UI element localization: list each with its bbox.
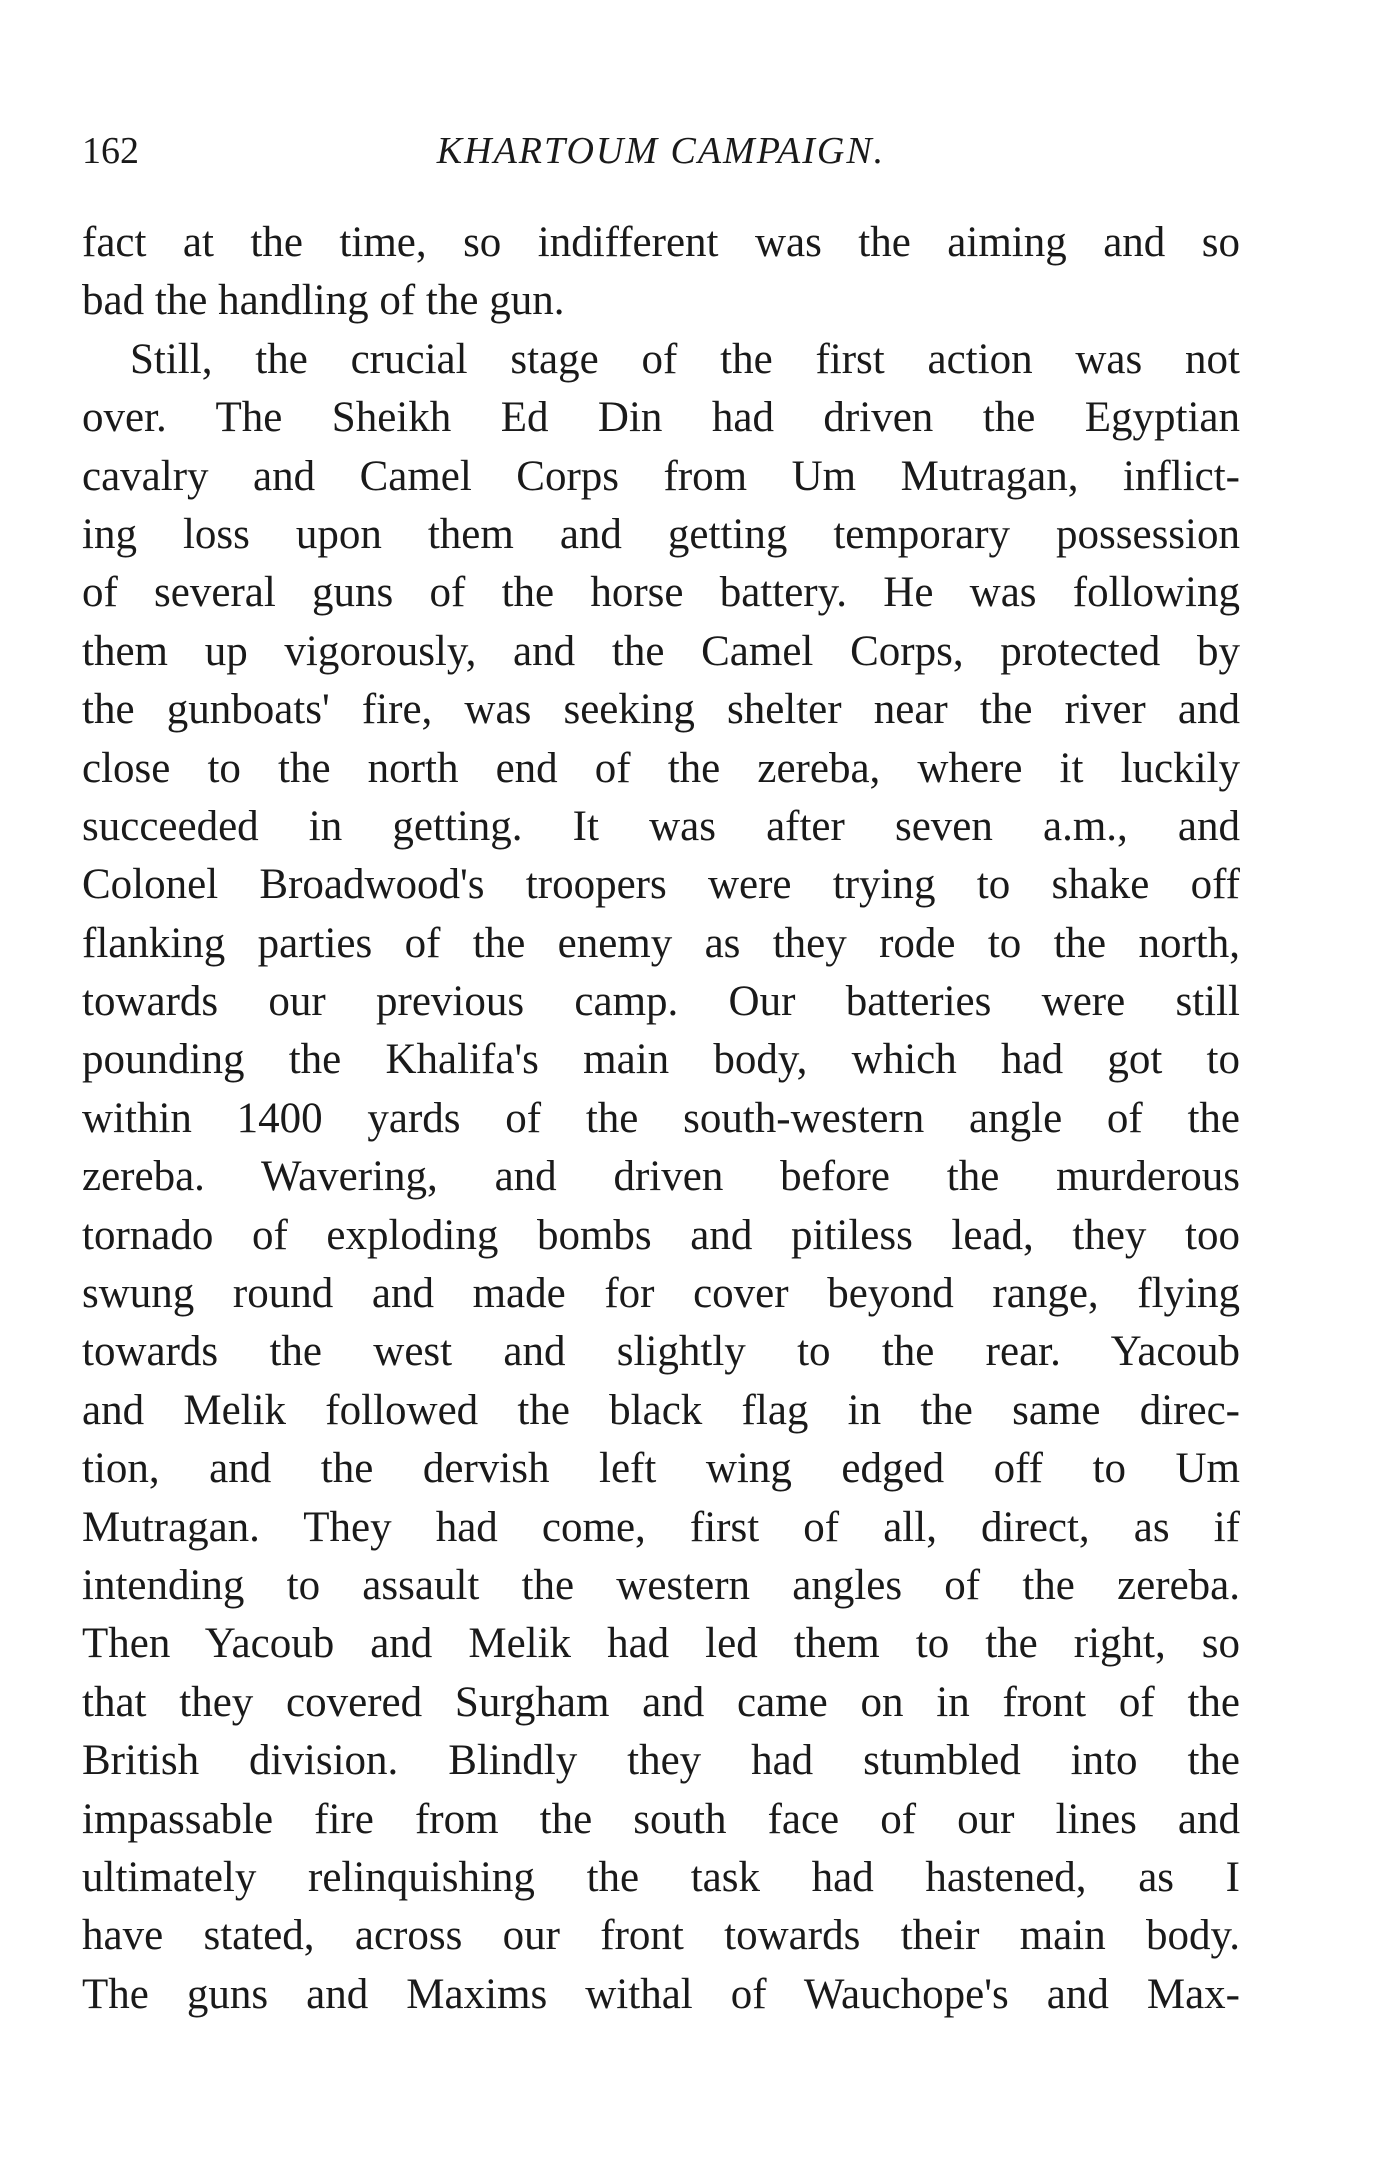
text-line: ing loss upon them and getting temporary possession (82, 510, 1240, 558)
text-line: fact at the time, so indifferent was the aiming and so (82, 219, 1240, 266)
text-line: them up vigorously, and the Camel Corps, protected by (82, 627, 1240, 675)
text-line: impassable fire from the south face of our lines and (82, 1795, 1240, 1843)
text-line: Mutragan. They had come, first of all, direct, as if (82, 1503, 1240, 1551)
text-line: within 1400 yards of the south-western angle of the (82, 1094, 1240, 1142)
text-line: tion, and the dervish left wing edged off to Um (82, 1445, 1240, 1493)
text-line: Still, the crucial stage of the first action was not (130, 335, 1240, 383)
text-line: intending to assault the western angles of the zereba. (82, 1561, 1240, 1609)
text-line: cavalry and Camel Corps from Um Mutragan, inflict- (82, 452, 1240, 500)
text-line: bad the handling of the gun. (82, 277, 565, 325)
text-line: tornado of exploding bombs and pitiless lead, they too (82, 1211, 1240, 1259)
text-line: zereba. Wavering, and driven before the murderous (82, 1153, 1240, 1201)
body-text (82, 214, 1240, 2024)
text-line: British division. Blindly they had stumbled into the (82, 1737, 1240, 1785)
text-line: flanking parties of the enemy as they rode to the north, (82, 919, 1240, 967)
text-line: Then Yacoub and Melik had led them to the right, so (82, 1620, 1240, 1668)
text-line: close to the north end of the zereba, where it luckily (82, 744, 1240, 792)
text-line: pounding the Khalifa's main body, which had got to (82, 1036, 1240, 1084)
text-line: Colonel Broadwood's troopers were trying to shake off (82, 861, 1240, 909)
text-line: have stated, across our front towards their main body. (82, 1912, 1240, 1960)
text-line: swung round and made for cover beyond range, flying (82, 1270, 1240, 1318)
text-line: of several guns of the horse battery. He was following (82, 569, 1240, 617)
text-line: ultimately relinquishing the task had hastened, as I (82, 1853, 1240, 1901)
running-title: KHARTOUM CAMPAIGN. (436, 130, 886, 172)
text-line: towards our previous camp. Our batteries were still (82, 978, 1240, 1026)
text-line: over. The Sheikh Ed Din had driven the Egyptian (82, 394, 1240, 442)
text-line: towards the west and slightly to the rear. Yacoub (82, 1328, 1240, 1376)
text-line: The guns and Maxims withal of Wauchope's and Max- (82, 1970, 1240, 2018)
text-line: and Melik followed the black flag in the same direc- (82, 1386, 1240, 1434)
text-line: that they covered Surgham and came on in front of the (82, 1678, 1240, 1726)
running-head (82, 126, 1240, 176)
page-number: 162 (82, 130, 139, 172)
text-line: the gunboats' fire, was seeking shelter near the river and (82, 686, 1240, 734)
text-line: succeeded in getting. It was after seven a.m., and (82, 802, 1240, 850)
